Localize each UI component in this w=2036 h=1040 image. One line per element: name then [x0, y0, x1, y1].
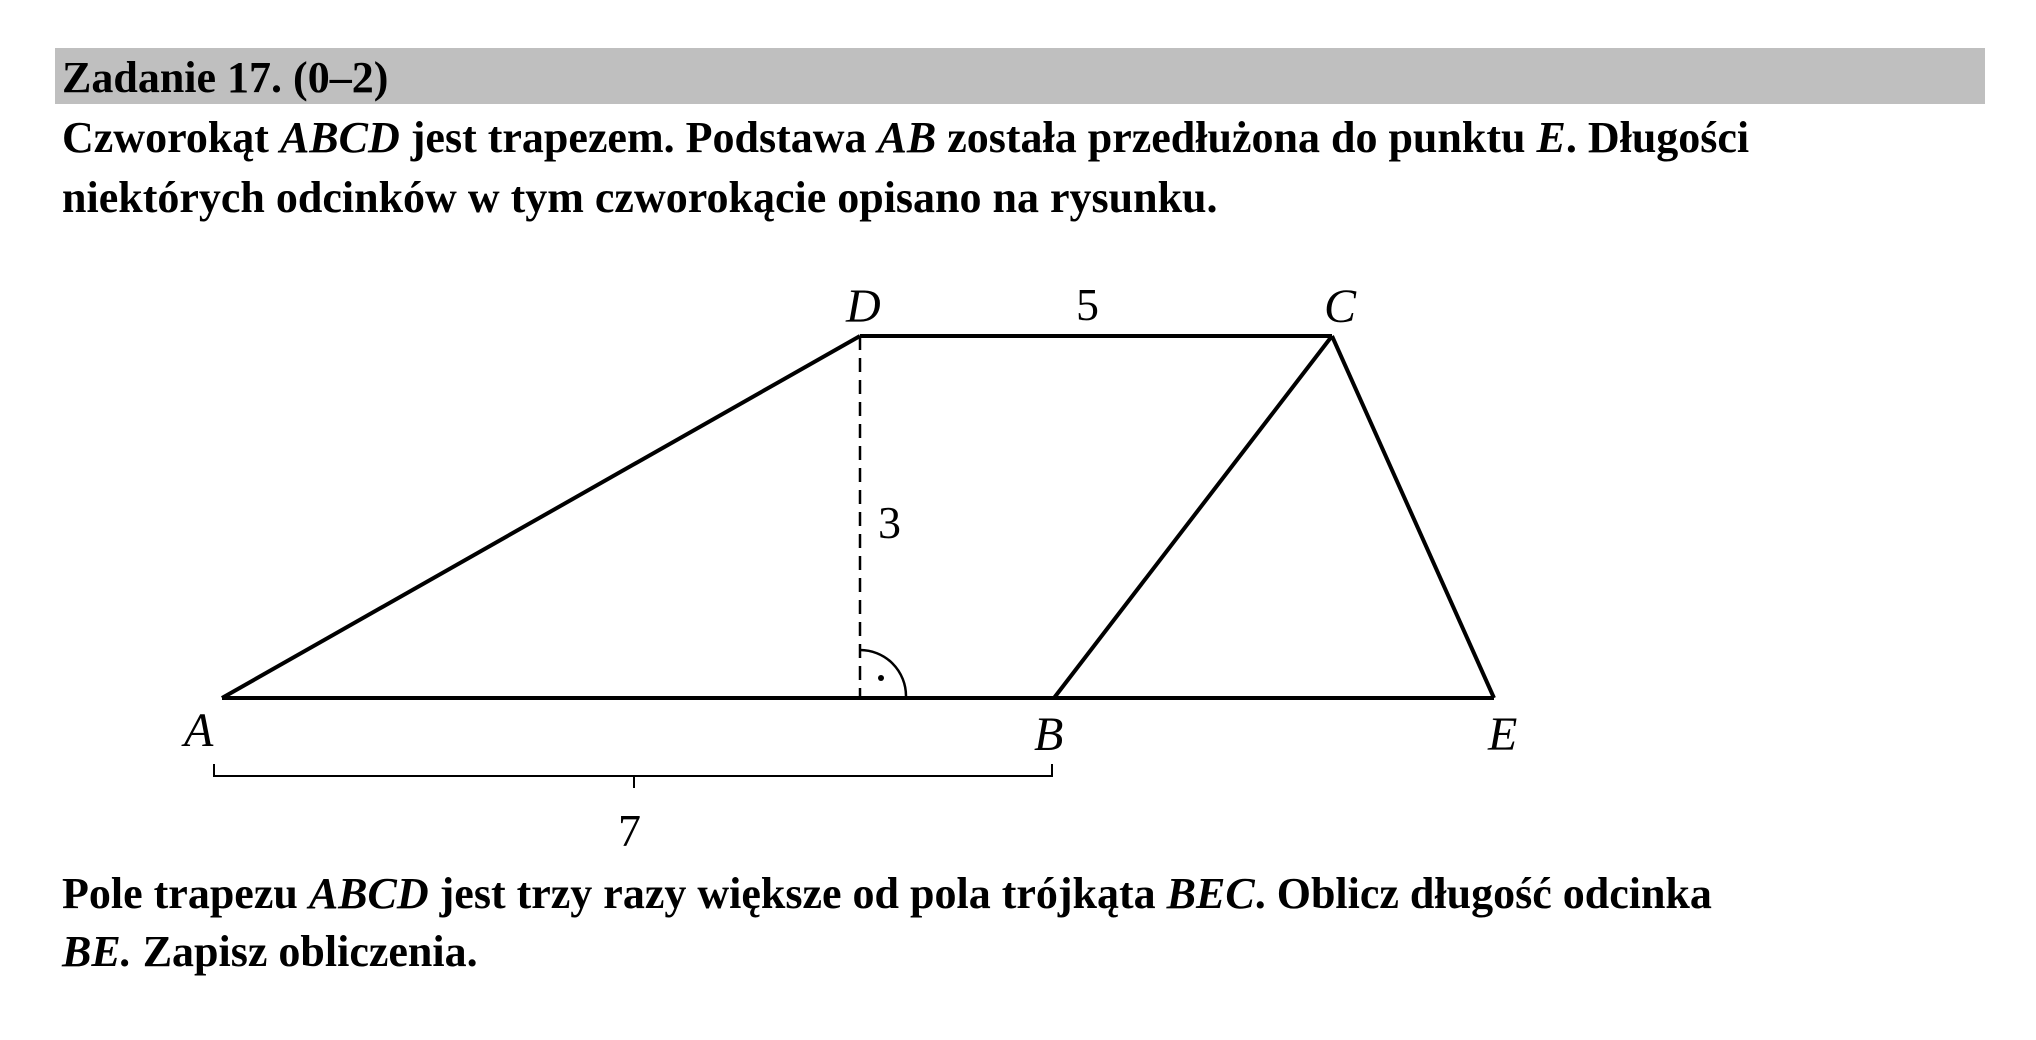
- point-label-D: D: [846, 280, 881, 333]
- segment-AD: [222, 336, 860, 698]
- point-label-C: C: [1324, 280, 1357, 333]
- length-label-DC: 5: [1076, 279, 1099, 330]
- ab-brace: [214, 764, 1052, 788]
- intro-ab: AB: [877, 113, 937, 162]
- task-title: Zadanie 17. (0–2): [62, 53, 389, 102]
- right-angle-arc: [860, 650, 906, 696]
- intro-text-3: została przedłużona do punktu: [936, 113, 1537, 162]
- question-be: BE.: [62, 927, 132, 976]
- length-label-height: 3: [878, 497, 901, 548]
- intro-text-2: jest trapezem. Podstawa: [399, 113, 878, 162]
- question-text-3: . Oblicz długość odcinka: [1254, 869, 1712, 918]
- intro-e: E: [1536, 113, 1566, 162]
- point-label-E: E: [1488, 708, 1518, 761]
- point-label-A: A: [184, 704, 214, 757]
- question-text-2: jest trzy razy większe od pola trójkąta: [428, 869, 1167, 918]
- intro-text-1: Czworokąt: [62, 113, 280, 162]
- question-bec: BEC: [1166, 869, 1255, 918]
- right-angle-dot: [878, 675, 884, 681]
- question-text-1: Pole trapezu: [62, 869, 309, 918]
- question-line-1: [62, 864, 1712, 924]
- question-abcd: ABCD: [308, 869, 429, 918]
- question-line-2: [62, 922, 478, 982]
- intro-text-4: . Długości: [1565, 113, 1750, 162]
- segment-CE: [1332, 336, 1494, 698]
- intro-abcd: ABCD: [279, 113, 400, 162]
- segment-CB: [1054, 336, 1332, 698]
- point-label-B: B: [1034, 708, 1064, 761]
- intro-line-2: niektórych odcinków w tym czworokącie opisano na rysunku.: [62, 173, 1218, 222]
- length-label-AB: 7: [618, 805, 641, 856]
- question-text-4: Zapisz obliczenia.: [131, 927, 478, 976]
